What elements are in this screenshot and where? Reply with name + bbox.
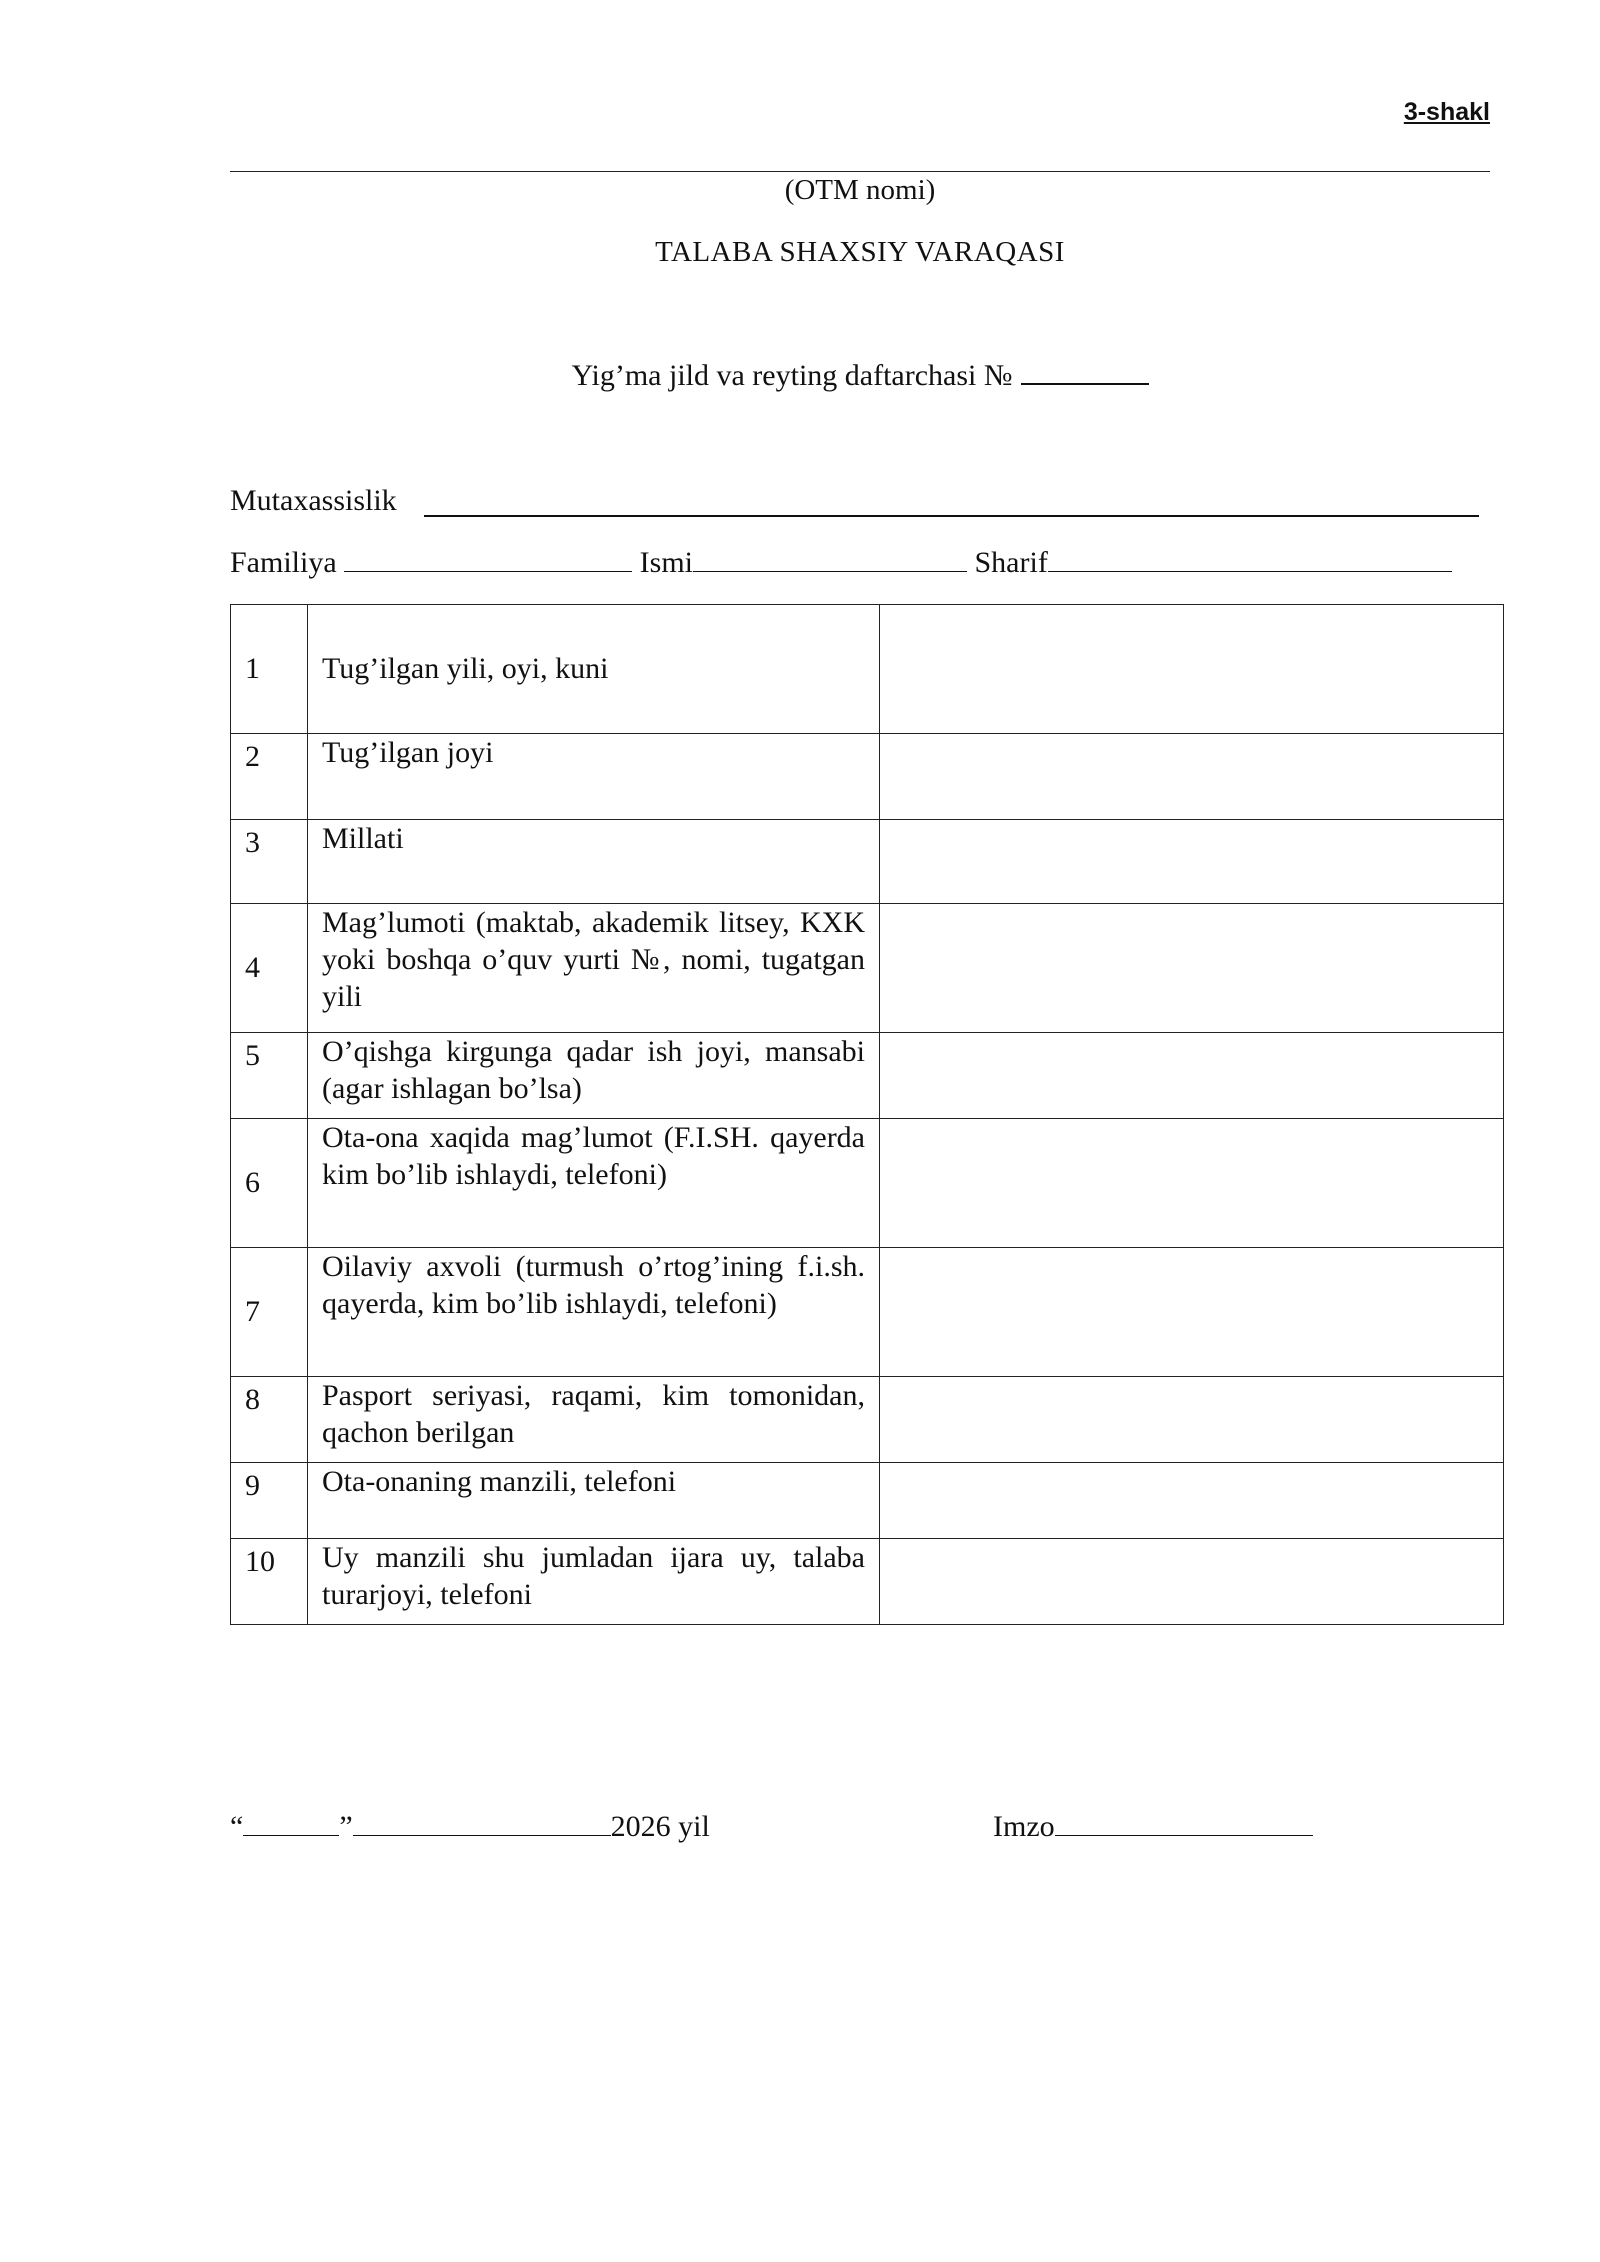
row-label: Tug’ilgan joyi [308, 734, 880, 820]
record-book-label: Yig’ma jild va reyting daftarchasi № [571, 359, 1013, 392]
form-number: 3-shakl [1403, 98, 1490, 126]
table-row [231, 820, 1504, 904]
row-number: 1 [231, 605, 308, 734]
signature-blank[interactable] [1055, 1813, 1313, 1836]
name-blank[interactable] [693, 549, 967, 572]
row-number: 6 [231, 1119, 308, 1248]
table-row [231, 1463, 1504, 1539]
table-row [231, 1248, 1504, 1377]
row-number: 10 [231, 1539, 308, 1625]
name-label: Ismi [639, 546, 693, 579]
day-blank[interactable] [243, 1813, 339, 1836]
row-label: O’qishga kirgunga qadar ish joyi, mansabi (agar ishlagan bo’lsa) [308, 1033, 880, 1119]
row-label: Tug’ilgan yili, oyi, kuni [308, 605, 880, 734]
specialty-label: Mutaxassislik [230, 484, 397, 517]
date-quote-close: ” [339, 1810, 353, 1843]
row-label: Mag’lumoti (maktab, akademik litsey, KXK yoki boshqa o’quv yurti №, nomi, tugatgan yili [308, 904, 880, 1033]
table-row [231, 1033, 1504, 1119]
row-value-cell[interactable] [880, 1377, 1504, 1463]
row-value-cell[interactable] [880, 820, 1504, 904]
surname-label: Familiya [230, 546, 337, 579]
patronymic-blank[interactable] [1048, 549, 1452, 572]
table-row [231, 605, 1504, 734]
row-value-cell[interactable] [880, 605, 1504, 734]
row-number: 7 [231, 1248, 308, 1377]
row-label: Pasport seriyasi, raqami, kim tomonidan, qachon berilgan [308, 1377, 880, 1463]
otm-name-caption: (OTM nomi) [784, 174, 936, 206]
row-number: 4 [231, 904, 308, 1033]
otm-name-line[interactable] [230, 171, 1490, 172]
row-value-cell[interactable] [880, 734, 1504, 820]
row-number: 8 [231, 1377, 308, 1463]
row-value-cell[interactable] [880, 1463, 1504, 1539]
row-value-cell[interactable] [880, 1119, 1504, 1248]
row-label: Millati [308, 820, 880, 904]
row-value-cell[interactable] [880, 904, 1504, 1033]
row-number: 5 [231, 1033, 308, 1119]
signature-label: Imzo [993, 1810, 1055, 1843]
row-value-cell[interactable] [880, 1248, 1504, 1377]
table-row [231, 1119, 1504, 1248]
record-book-line [0, 359, 1600, 393]
row-value-cell[interactable] [880, 1539, 1504, 1625]
row-label: Uy manzili shu jumladan ijara uy, talaba turarjoyi, telefoni [308, 1539, 880, 1625]
surname-blank[interactable] [344, 549, 632, 572]
record-book-number-blank[interactable] [1021, 359, 1149, 385]
month-blank[interactable] [353, 1813, 611, 1836]
document-title: TALABA SHAXSIY VARAQASI [655, 236, 1065, 268]
date-line [230, 1810, 710, 1844]
student-info-table [230, 604, 1504, 1625]
row-number: 2 [231, 734, 308, 820]
patronymic-label: Sharif [974, 546, 1048, 579]
table-row [231, 904, 1504, 1033]
table-row [231, 1539, 1504, 1625]
table-row [231, 1377, 1504, 1463]
table-row [231, 734, 1504, 820]
row-label: Oilaviy axvoli (turmush o’rtog’ining f.i.sh. qayerda, kim bo’lib ishlaydi, telefoni) [308, 1248, 880, 1377]
row-value-cell[interactable] [880, 1033, 1504, 1119]
year-label: 2026 yil [610, 1810, 710, 1843]
specialty-blank[interactable] [424, 515, 1479, 517]
date-quote-open: “ [230, 1810, 244, 1843]
row-number: 9 [231, 1463, 308, 1539]
name-row [230, 546, 1452, 580]
signature-line [993, 1810, 1313, 1844]
row-number: 3 [231, 820, 308, 904]
row-label: Ota-onaning manzili, telefoni [308, 1463, 880, 1539]
row-label: Ota-ona xaqida mag’lumot (F.I.SH. qayerda kim bo’lib ishlaydi, telefoni) [308, 1119, 880, 1248]
